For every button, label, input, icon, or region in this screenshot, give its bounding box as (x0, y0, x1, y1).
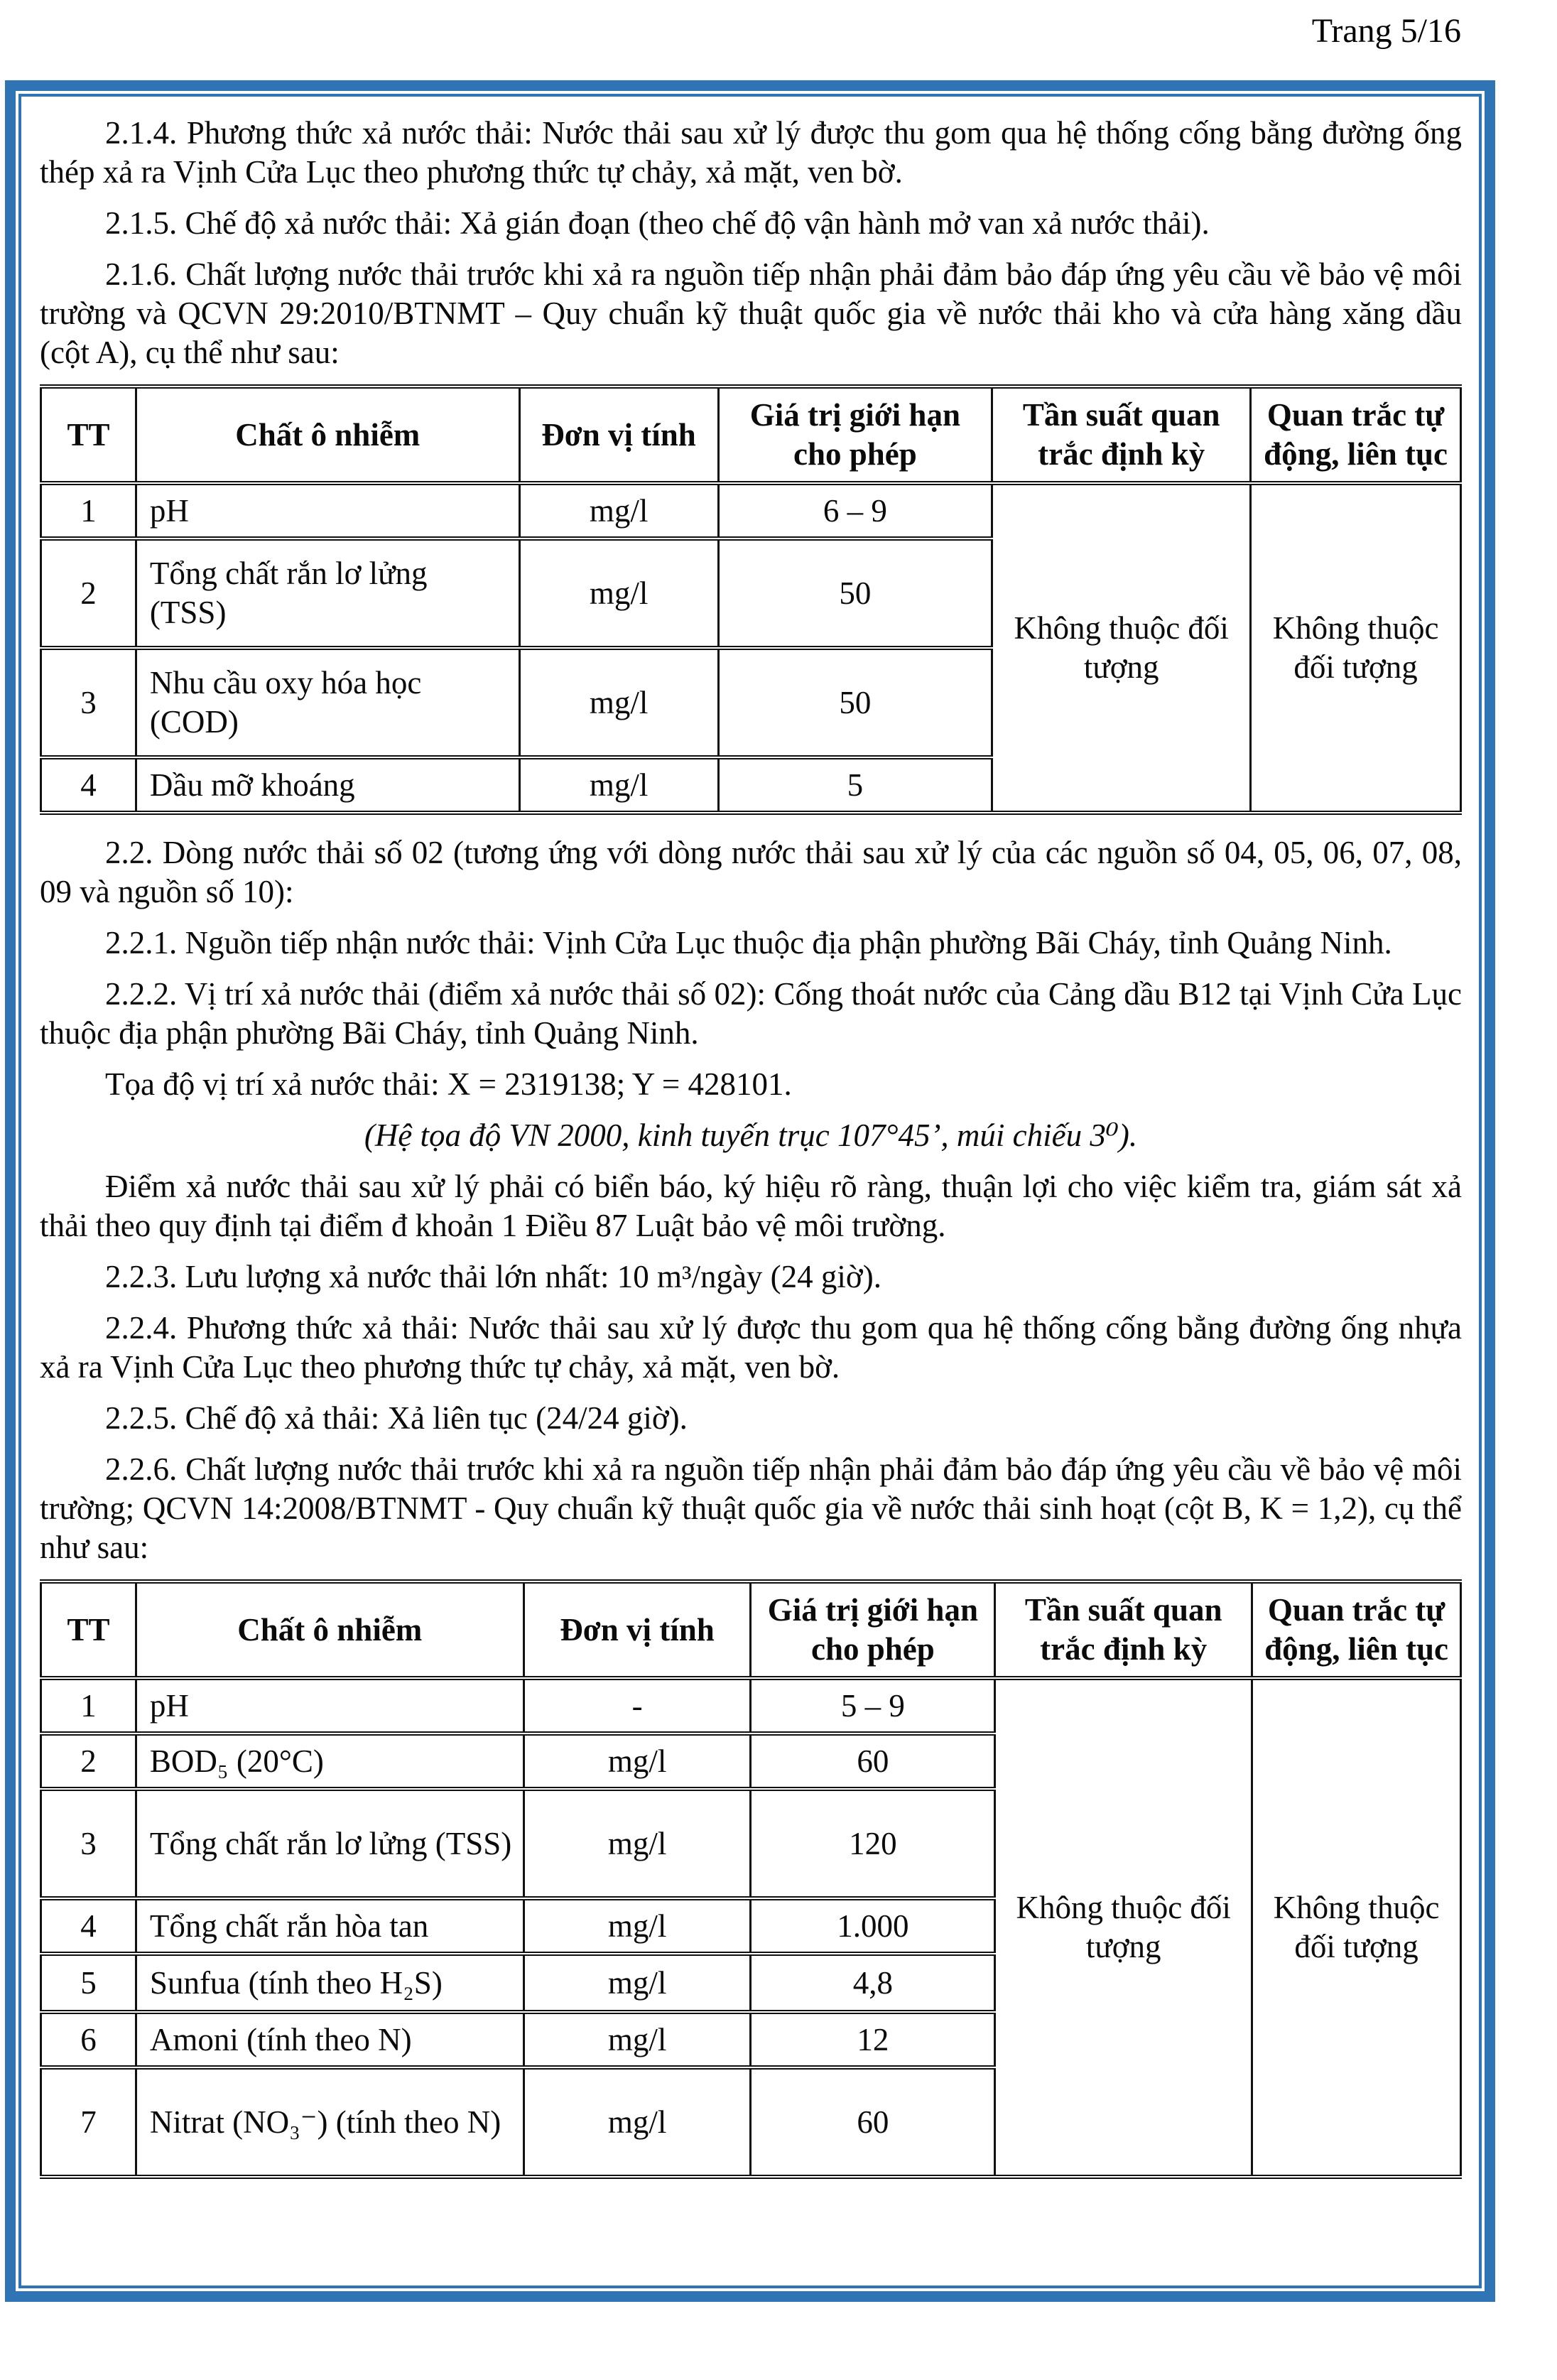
table2-r7-tt: 7 (41, 2067, 136, 2177)
page-number: Trang 5/16 (1311, 12, 1461, 50)
table2-r6-unit: mg/l (523, 2012, 751, 2067)
paragraph-coordinate-system-note: (Hệ tọa độ VN 2000, kinh tuyến trục 107°45’, múi chiếu 3⁰). (364, 1118, 1138, 1153)
table1-r4-limit: 5 (718, 757, 992, 813)
table1-header-tt: TT (41, 386, 136, 483)
paragraph-discharge-marker-note: Điểm xả nước thải sau xử lý phải có biển báo, ký hiệu rõ ràng, thuận lợi cho việc kiểm tra, giám sát xả thải theo quy định tại điểm đ khoản 1 Điều 87 Luật bảo vệ môi trường. (40, 1169, 1462, 1243)
table2-r3-limit: 120 (751, 1789, 995, 1898)
paragraph-2-2: 2.2. Dòng nước thải số 02 (tương ứng với dòng nước thải sau xử lý của các nguồn số 04, 05, 06, 07, 08, 09 và nguồn số 10): (40, 835, 1462, 909)
table2-r3-pollutant: Tổng chất rắn lơ lửng (TSS) (136, 1789, 523, 1898)
paragraph-2-2-4: 2.2.4. Phương thức xả thải: Nước thải sau xử lý được thu gom qua hệ thống cống bằng đường ống nhựa xả ra Vịnh Cửa Lục theo phương thức tự chảy, xả mặt, ven bờ. (40, 1310, 1462, 1385)
table2-r4-tt: 4 (41, 1898, 136, 1954)
paragraph-2-2-1: 2.2.1. Nguồn tiếp nhận nước thải: Vịnh Cửa Lục thuộc địa phận phường Bãi Cháy, tỉnh Quảng Ninh. (105, 925, 1392, 961)
page-border-frame (5, 80, 1495, 2302)
table1-r3-pollutant: Nhu cầu oxy hóa học (COD) (136, 648, 519, 757)
table2-r6-limit: 12 (751, 2012, 995, 2067)
table1-r3-limit: 50 (718, 648, 992, 757)
paragraph-2-1-6: 2.1.6. Chất lượng nước thải trước khi xả ra nguồn tiếp nhận phải đảm bảo đáp ứng yêu cầu về bảo vệ môi trường và QCVN 29:2010/BTNMT – Quy chuẩn kỹ thuật quốc gia về nước thải kho và cửa hàng xăng dầu (cột A), cụ thể như sau: (40, 256, 1462, 370)
table1-header-limit: Giá trị giới hạn cho phép (718, 386, 992, 483)
paragraph-2-2-2: 2.2.2. Vị trí xả nước thải (điểm xả nước thải số 02): Cống thoát nước của Cảng dầu B12 tại Vịnh Cửa Lục thuộc địa phận phường Bãi Cháy, tỉnh Quảng Ninh. (40, 976, 1462, 1051)
table2-r3-tt: 3 (41, 1789, 136, 1898)
table1-r4-tt: 4 (41, 757, 136, 813)
table2-r5-unit: mg/l (523, 1954, 751, 2012)
table2-r1-unit: - (523, 1678, 751, 1733)
table1-header-pollutant: Chất ô nhiễm (136, 386, 519, 483)
table2-r2-unit: mg/l (523, 1733, 751, 1789)
table1-r2-unit: mg/l (519, 539, 718, 648)
table2-r7-unit: mg/l (523, 2067, 751, 2177)
page-border-inner-line (18, 94, 1482, 2288)
table-qcvn-14-2008-limits (40, 1579, 1462, 2179)
table1-r1-pollutant: pH (136, 483, 519, 539)
table1-header-periodic: Tần suất quan trắc định kỳ (992, 386, 1251, 483)
table2-periodic-merged-cell: Không thuộc đối tượng (995, 1678, 1252, 2177)
table2-r5-limit: 4,8 (751, 1954, 995, 2012)
table2-r4-pollutant: Tổng chất rắn hòa tan (136, 1898, 523, 1954)
paragraph-2-2-3: 2.2.3. Lưu lượng xả nước thải lớn nhất: 10 m³/ngày (24 giờ). (105, 1259, 881, 1294)
table2-auto-merged-cell: Không thuộc đối tượng (1252, 1678, 1461, 2177)
paragraph-2-1-5: 2.1.5. Chế độ xả nước thải: Xả gián đoạn (theo chế độ vận hành mở van xả nước thải). (105, 205, 1210, 241)
table1-r1-tt: 1 (41, 483, 136, 539)
table1-header-row (41, 386, 1461, 483)
table1-r2-tt: 2 (41, 539, 136, 648)
table2-r4-unit: mg/l (523, 1898, 751, 1954)
table2-header-unit: Đơn vị tính (523, 1581, 751, 1678)
table2-r7-limit: 60 (751, 2067, 995, 2177)
table2-header-pollutant: Chất ô nhiễm (136, 1581, 523, 1678)
table2-r1-pollutant: pH (136, 1678, 523, 1733)
table2-r5-pollutant: Sunfua (tính theo H₂S) (136, 1954, 523, 2012)
table2-r2-pollutant: BOD₅ (20°C) (136, 1733, 523, 1789)
table-row (41, 1678, 1461, 1733)
paragraph-2-2-6: 2.2.6. Chất lượng nước thải trước khi xả ra nguồn tiếp nhận phải đảm bảo đáp ứng yêu cầu về bảo vệ môi trường; QCVN 14:2008/BTNMT - Quy chuẩn kỹ thuật quốc gia về nước thải sinh hoạt (cột B, K = 1,2), cụ thể như sau: (40, 1451, 1462, 1565)
table2-r6-pollutant: Amoni (tính theo N) (136, 2012, 523, 2067)
table-qcvn-29-2010-limits (40, 384, 1462, 815)
table2-header-row (41, 1581, 1461, 1678)
table2-header-auto: Quan trắc tự động, liên tục (1252, 1581, 1461, 1678)
page-content (21, 97, 1479, 2286)
table-row (41, 483, 1461, 539)
table2-r6-tt: 6 (41, 2012, 136, 2067)
paragraph-2-2-5: 2.2.5. Chế độ xả thải: Xả liên tục (24/24 giờ). (105, 1400, 688, 1436)
table1-r3-unit: mg/l (519, 648, 718, 757)
table2-r5-tt: 5 (41, 1954, 136, 2012)
table1-r4-pollutant: Dầu mỡ khoáng (136, 757, 519, 813)
table1-header-unit: Đơn vị tính (519, 386, 718, 483)
paragraph-2-1-4: 2.1.4. Phương thức xả nước thải: Nước thải sau xử lý được thu gom qua hệ thống cống bằng đường ống thép xả ra Vịnh Cửa Lục theo phương thức tự chảy, xả mặt, ven bờ. (40, 115, 1462, 190)
table1-r1-unit: mg/l (519, 483, 718, 539)
table1-r2-pollutant: Tổng chất rắn lơ lửng (TSS) (136, 539, 519, 648)
table2-r2-tt: 2 (41, 1733, 136, 1789)
table2-header-tt: TT (41, 1581, 136, 1678)
table1-r4-unit: mg/l (519, 757, 718, 813)
table2-header-periodic: Tần suất quan trắc định kỳ (995, 1581, 1252, 1678)
table1-auto-merged-cell: Không thuộc đối tượng (1251, 483, 1461, 813)
table2-r2-limit: 60 (751, 1733, 995, 1789)
table2-header-limit: Giá trị giới hạn cho phép (751, 1581, 995, 1678)
paragraph-coordinates: Tọa độ vị trí xả nước thải: X = 2319138; Y = 428101. (105, 1066, 792, 1102)
table1-r3-tt: 3 (41, 648, 136, 757)
table1-r2-limit: 50 (718, 539, 992, 648)
table1-header-auto: Quan trắc tự động, liên tục (1251, 386, 1461, 483)
table2-r1-tt: 1 (41, 1678, 136, 1733)
table1-periodic-merged-cell: Không thuộc đối tượng (992, 483, 1251, 813)
table2-r7-pollutant: Nitrat (NO₃⁻) (tính theo N) (136, 2067, 523, 2177)
table2-r1-limit: 5 – 9 (751, 1678, 995, 1733)
table1-r1-limit: 6 – 9 (718, 483, 992, 539)
table2-r4-limit: 1.000 (751, 1898, 995, 1954)
table2-r3-unit: mg/l (523, 1789, 751, 1898)
